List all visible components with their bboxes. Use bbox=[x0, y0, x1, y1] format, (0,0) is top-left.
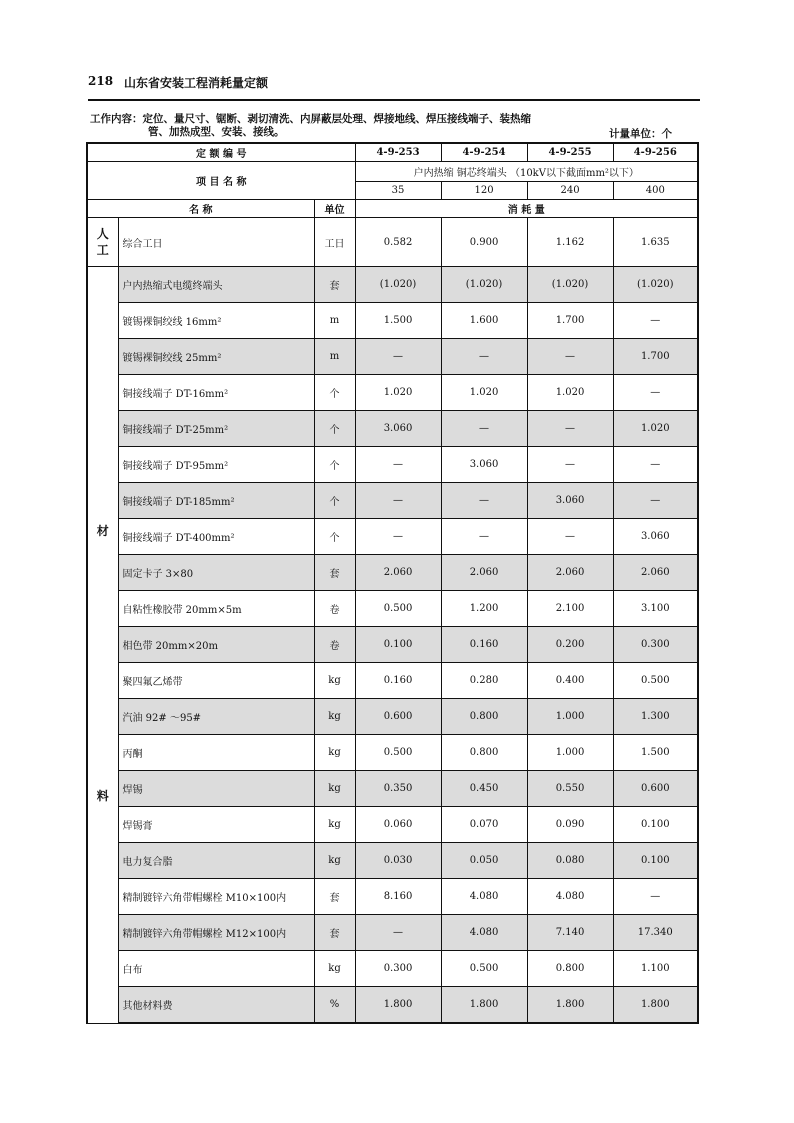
material-value: 17.340 bbox=[613, 915, 698, 951]
material-unit: kg bbox=[314, 951, 355, 987]
material-value: — bbox=[527, 411, 613, 447]
material-row bbox=[87, 879, 698, 915]
section-size: 120 bbox=[441, 182, 527, 200]
page-header bbox=[88, 74, 700, 96]
material-row bbox=[87, 843, 698, 879]
material-unit: kg bbox=[314, 771, 355, 807]
material-value: — bbox=[527, 339, 613, 375]
material-category bbox=[87, 267, 118, 1024]
material-value: 2.060 bbox=[613, 555, 698, 591]
material-value: 8.160 bbox=[355, 879, 441, 915]
column-name-header: 名 称 bbox=[87, 200, 314, 218]
material-name: 焊锡 bbox=[118, 771, 314, 807]
material-row bbox=[87, 339, 698, 375]
material-value: — bbox=[527, 519, 613, 555]
material-value: 0.080 bbox=[527, 843, 613, 879]
material-value: 0.050 bbox=[441, 843, 527, 879]
labor-name: 综合工日 bbox=[118, 218, 314, 267]
header-rule bbox=[88, 99, 700, 101]
material-value: 1.020 bbox=[355, 375, 441, 411]
material-value: 0.800 bbox=[441, 699, 527, 735]
material-value: 3.060 bbox=[441, 447, 527, 483]
material-value: 1.000 bbox=[527, 699, 613, 735]
material-row bbox=[87, 411, 698, 447]
material-value: — bbox=[355, 915, 441, 951]
material-unit: 套 bbox=[314, 555, 355, 591]
material-value: 1.020 bbox=[613, 411, 698, 447]
material-value: (1.020) bbox=[613, 267, 698, 303]
material-row bbox=[87, 987, 698, 1024]
material-value: 3.060 bbox=[355, 411, 441, 447]
material-value: 4.080 bbox=[441, 915, 527, 951]
material-unit: kg bbox=[314, 807, 355, 843]
item-title-row bbox=[87, 162, 698, 182]
material-unit: kg bbox=[314, 843, 355, 879]
material-value: 0.500 bbox=[441, 951, 527, 987]
material-value: 1.700 bbox=[613, 339, 698, 375]
material-row bbox=[87, 807, 698, 843]
labor-category-char: 人 bbox=[96, 227, 109, 241]
material-value: 0.800 bbox=[527, 951, 613, 987]
material-unit: 个 bbox=[314, 447, 355, 483]
material-name: 铜接线端子 DT-185mm² bbox=[118, 483, 314, 519]
material-unit: 套 bbox=[314, 915, 355, 951]
quota-code-row bbox=[87, 143, 698, 162]
material-value: 3.060 bbox=[527, 483, 613, 519]
quota-code: 4-9-255 bbox=[527, 143, 613, 162]
labor-value: 1.162 bbox=[527, 218, 613, 267]
material-row bbox=[87, 375, 698, 411]
material-value: 1.020 bbox=[527, 375, 613, 411]
material-value: 0.070 bbox=[441, 807, 527, 843]
material-row bbox=[87, 699, 698, 735]
quota-code: 4-9-253 bbox=[355, 143, 441, 162]
material-value: — bbox=[355, 519, 441, 555]
consumption-table bbox=[86, 142, 699, 1024]
material-name: 铜接线端子 DT-25mm² bbox=[118, 411, 314, 447]
material-name: 丙酮 bbox=[118, 735, 314, 771]
labor-category-char: 工 bbox=[96, 243, 109, 257]
material-name: 其他材料费 bbox=[118, 987, 314, 1024]
material-value: 0.350 bbox=[355, 771, 441, 807]
material-name: 汽油 92# ～95# bbox=[118, 699, 314, 735]
column-header-row bbox=[87, 200, 698, 218]
material-value: (1.020) bbox=[355, 267, 441, 303]
material-value: 0.030 bbox=[355, 843, 441, 879]
material-name: 镀锡裸铜绞线 25mm² bbox=[118, 339, 314, 375]
material-value: — bbox=[613, 375, 698, 411]
material-row bbox=[87, 447, 698, 483]
material-unit: 卷 bbox=[314, 591, 355, 627]
labor-value: 0.900 bbox=[441, 218, 527, 267]
page-number: 218 bbox=[88, 74, 114, 88]
section-size: 35 bbox=[355, 182, 441, 200]
material-name: 精制镀锌六角带帽螺栓 M10×100内 bbox=[118, 879, 314, 915]
material-value: — bbox=[613, 483, 698, 519]
material-value: 0.100 bbox=[613, 807, 698, 843]
material-value: — bbox=[613, 447, 698, 483]
material-name: 相色带 20mm×20m bbox=[118, 627, 314, 663]
material-name: 铜接线端子 DT-95mm² bbox=[118, 447, 314, 483]
material-value: 0.100 bbox=[355, 627, 441, 663]
material-value: 1.000 bbox=[527, 735, 613, 771]
item-title: 户内热缩 铜芯终端头 （10kV以下截面mm²以下） bbox=[355, 162, 698, 182]
column-unit-header: 单位 bbox=[314, 200, 355, 218]
material-value: 7.140 bbox=[527, 915, 613, 951]
labor-value: 0.582 bbox=[355, 218, 441, 267]
material-name: 精制镀锌六角带帽螺栓 M12×100内 bbox=[118, 915, 314, 951]
item-name-label: 项 目 名 称 bbox=[87, 162, 355, 200]
material-value: 0.400 bbox=[527, 663, 613, 699]
material-value: 2.060 bbox=[355, 555, 441, 591]
material-value: 0.090 bbox=[527, 807, 613, 843]
material-value: 0.800 bbox=[441, 735, 527, 771]
material-row bbox=[87, 663, 698, 699]
material-value: 1.100 bbox=[613, 951, 698, 987]
material-value: 0.060 bbox=[355, 807, 441, 843]
material-unit: % bbox=[314, 987, 355, 1024]
material-value: 2.060 bbox=[527, 555, 613, 591]
measurement-unit: 计量单位：个 bbox=[609, 128, 672, 140]
material-unit: kg bbox=[314, 663, 355, 699]
material-row bbox=[87, 483, 698, 519]
material-value: 0.100 bbox=[613, 843, 698, 879]
material-value: 1.200 bbox=[441, 591, 527, 627]
material-value: — bbox=[441, 411, 527, 447]
material-value: 0.600 bbox=[355, 699, 441, 735]
material-value: 0.500 bbox=[613, 663, 698, 699]
material-name: 自粘性橡胶带 20mm×5m bbox=[118, 591, 314, 627]
material-value: 2.100 bbox=[527, 591, 613, 627]
material-value: — bbox=[613, 303, 698, 339]
material-value: 0.300 bbox=[613, 627, 698, 663]
material-unit: 个 bbox=[314, 519, 355, 555]
material-value: 1.800 bbox=[527, 987, 613, 1024]
material-row bbox=[87, 771, 698, 807]
quota-code: 4-9-254 bbox=[441, 143, 527, 162]
material-unit: m bbox=[314, 339, 355, 375]
material-value: (1.020) bbox=[527, 267, 613, 303]
material-value: — bbox=[613, 879, 698, 915]
material-unit: kg bbox=[314, 699, 355, 735]
material-value: — bbox=[441, 519, 527, 555]
material-value: — bbox=[355, 483, 441, 519]
column-consumption-header: 消 耗 量 bbox=[355, 200, 698, 218]
material-value: — bbox=[355, 339, 441, 375]
material-unit: 个 bbox=[314, 483, 355, 519]
material-name: 白布 bbox=[118, 951, 314, 987]
material-value: — bbox=[441, 339, 527, 375]
material-unit: 套 bbox=[314, 267, 355, 303]
material-unit: 卷 bbox=[314, 627, 355, 663]
material-value: 1.700 bbox=[527, 303, 613, 339]
material-row bbox=[87, 519, 698, 555]
material-value: 4.080 bbox=[441, 879, 527, 915]
material-name: 电力复合脂 bbox=[118, 843, 314, 879]
work-content-line-2: 管、加热成型、安装、接线。 bbox=[148, 126, 285, 138]
material-row bbox=[87, 303, 698, 339]
quota-code: 4-9-256 bbox=[613, 143, 698, 162]
material-value: — bbox=[355, 447, 441, 483]
material-value: — bbox=[527, 447, 613, 483]
material-value: 1.800 bbox=[613, 987, 698, 1024]
material-unit: 个 bbox=[314, 411, 355, 447]
material-value: 0.280 bbox=[441, 663, 527, 699]
material-name: 聚四氟乙烯带 bbox=[118, 663, 314, 699]
material-value: 0.160 bbox=[441, 627, 527, 663]
material-value: 1.800 bbox=[441, 987, 527, 1024]
material-value: 3.100 bbox=[613, 591, 698, 627]
material-category-char: 料 bbox=[96, 789, 109, 803]
material-name: 铜接线端子 DT-16mm² bbox=[118, 375, 314, 411]
material-row bbox=[87, 267, 698, 303]
material-value: 0.200 bbox=[527, 627, 613, 663]
section-size: 400 bbox=[613, 182, 698, 200]
material-value: 1.020 bbox=[441, 375, 527, 411]
material-row bbox=[87, 735, 698, 771]
material-name: 户内热缩式电缆终端头 bbox=[118, 267, 314, 303]
material-name: 镀锡裸铜绞线 16mm² bbox=[118, 303, 314, 339]
labor-unit: 工日 bbox=[314, 218, 355, 267]
material-row bbox=[87, 915, 698, 951]
material-category-char: 材 bbox=[96, 524, 109, 538]
material-value: 2.060 bbox=[441, 555, 527, 591]
material-value: 0.500 bbox=[355, 591, 441, 627]
material-value: 0.450 bbox=[441, 771, 527, 807]
material-value: 4.080 bbox=[527, 879, 613, 915]
section-size: 240 bbox=[527, 182, 613, 200]
material-name: 固定卡子 3×80 bbox=[118, 555, 314, 591]
quota-code-label: 定 额 编 号 bbox=[87, 143, 355, 162]
material-row bbox=[87, 627, 698, 663]
labor-category bbox=[87, 218, 118, 267]
work-content-line-1: 工作内容：定位、量尺寸、锯断、剥切清洗、内屏蔽层处理、焊接地线、焊压接线端子、装热缩 bbox=[90, 113, 531, 125]
material-value: (1.020) bbox=[441, 267, 527, 303]
material-value: 0.160 bbox=[355, 663, 441, 699]
labor-value: 1.635 bbox=[613, 218, 698, 267]
material-row bbox=[87, 951, 698, 987]
material-unit: kg bbox=[314, 735, 355, 771]
material-value: — bbox=[441, 483, 527, 519]
material-row bbox=[87, 555, 698, 591]
material-value: 0.300 bbox=[355, 951, 441, 987]
material-value: 0.600 bbox=[613, 771, 698, 807]
material-value: 1.300 bbox=[613, 699, 698, 735]
work-content bbox=[90, 113, 690, 139]
material-row bbox=[87, 591, 698, 627]
material-value: 1.500 bbox=[613, 735, 698, 771]
material-value: 0.500 bbox=[355, 735, 441, 771]
material-value: 3.060 bbox=[613, 519, 698, 555]
book-title: 山东省安装工程消耗量定额 bbox=[124, 76, 269, 90]
material-value: 1.800 bbox=[355, 987, 441, 1024]
material-name: 铜接线端子 DT-400mm² bbox=[118, 519, 314, 555]
material-value: 1.500 bbox=[355, 303, 441, 339]
material-unit: 个 bbox=[314, 375, 355, 411]
material-name: 焊锡膏 bbox=[118, 807, 314, 843]
material-unit: m bbox=[314, 303, 355, 339]
material-value: 0.550 bbox=[527, 771, 613, 807]
labor-row bbox=[87, 218, 698, 267]
material-value: 1.600 bbox=[441, 303, 527, 339]
material-unit: 套 bbox=[314, 879, 355, 915]
